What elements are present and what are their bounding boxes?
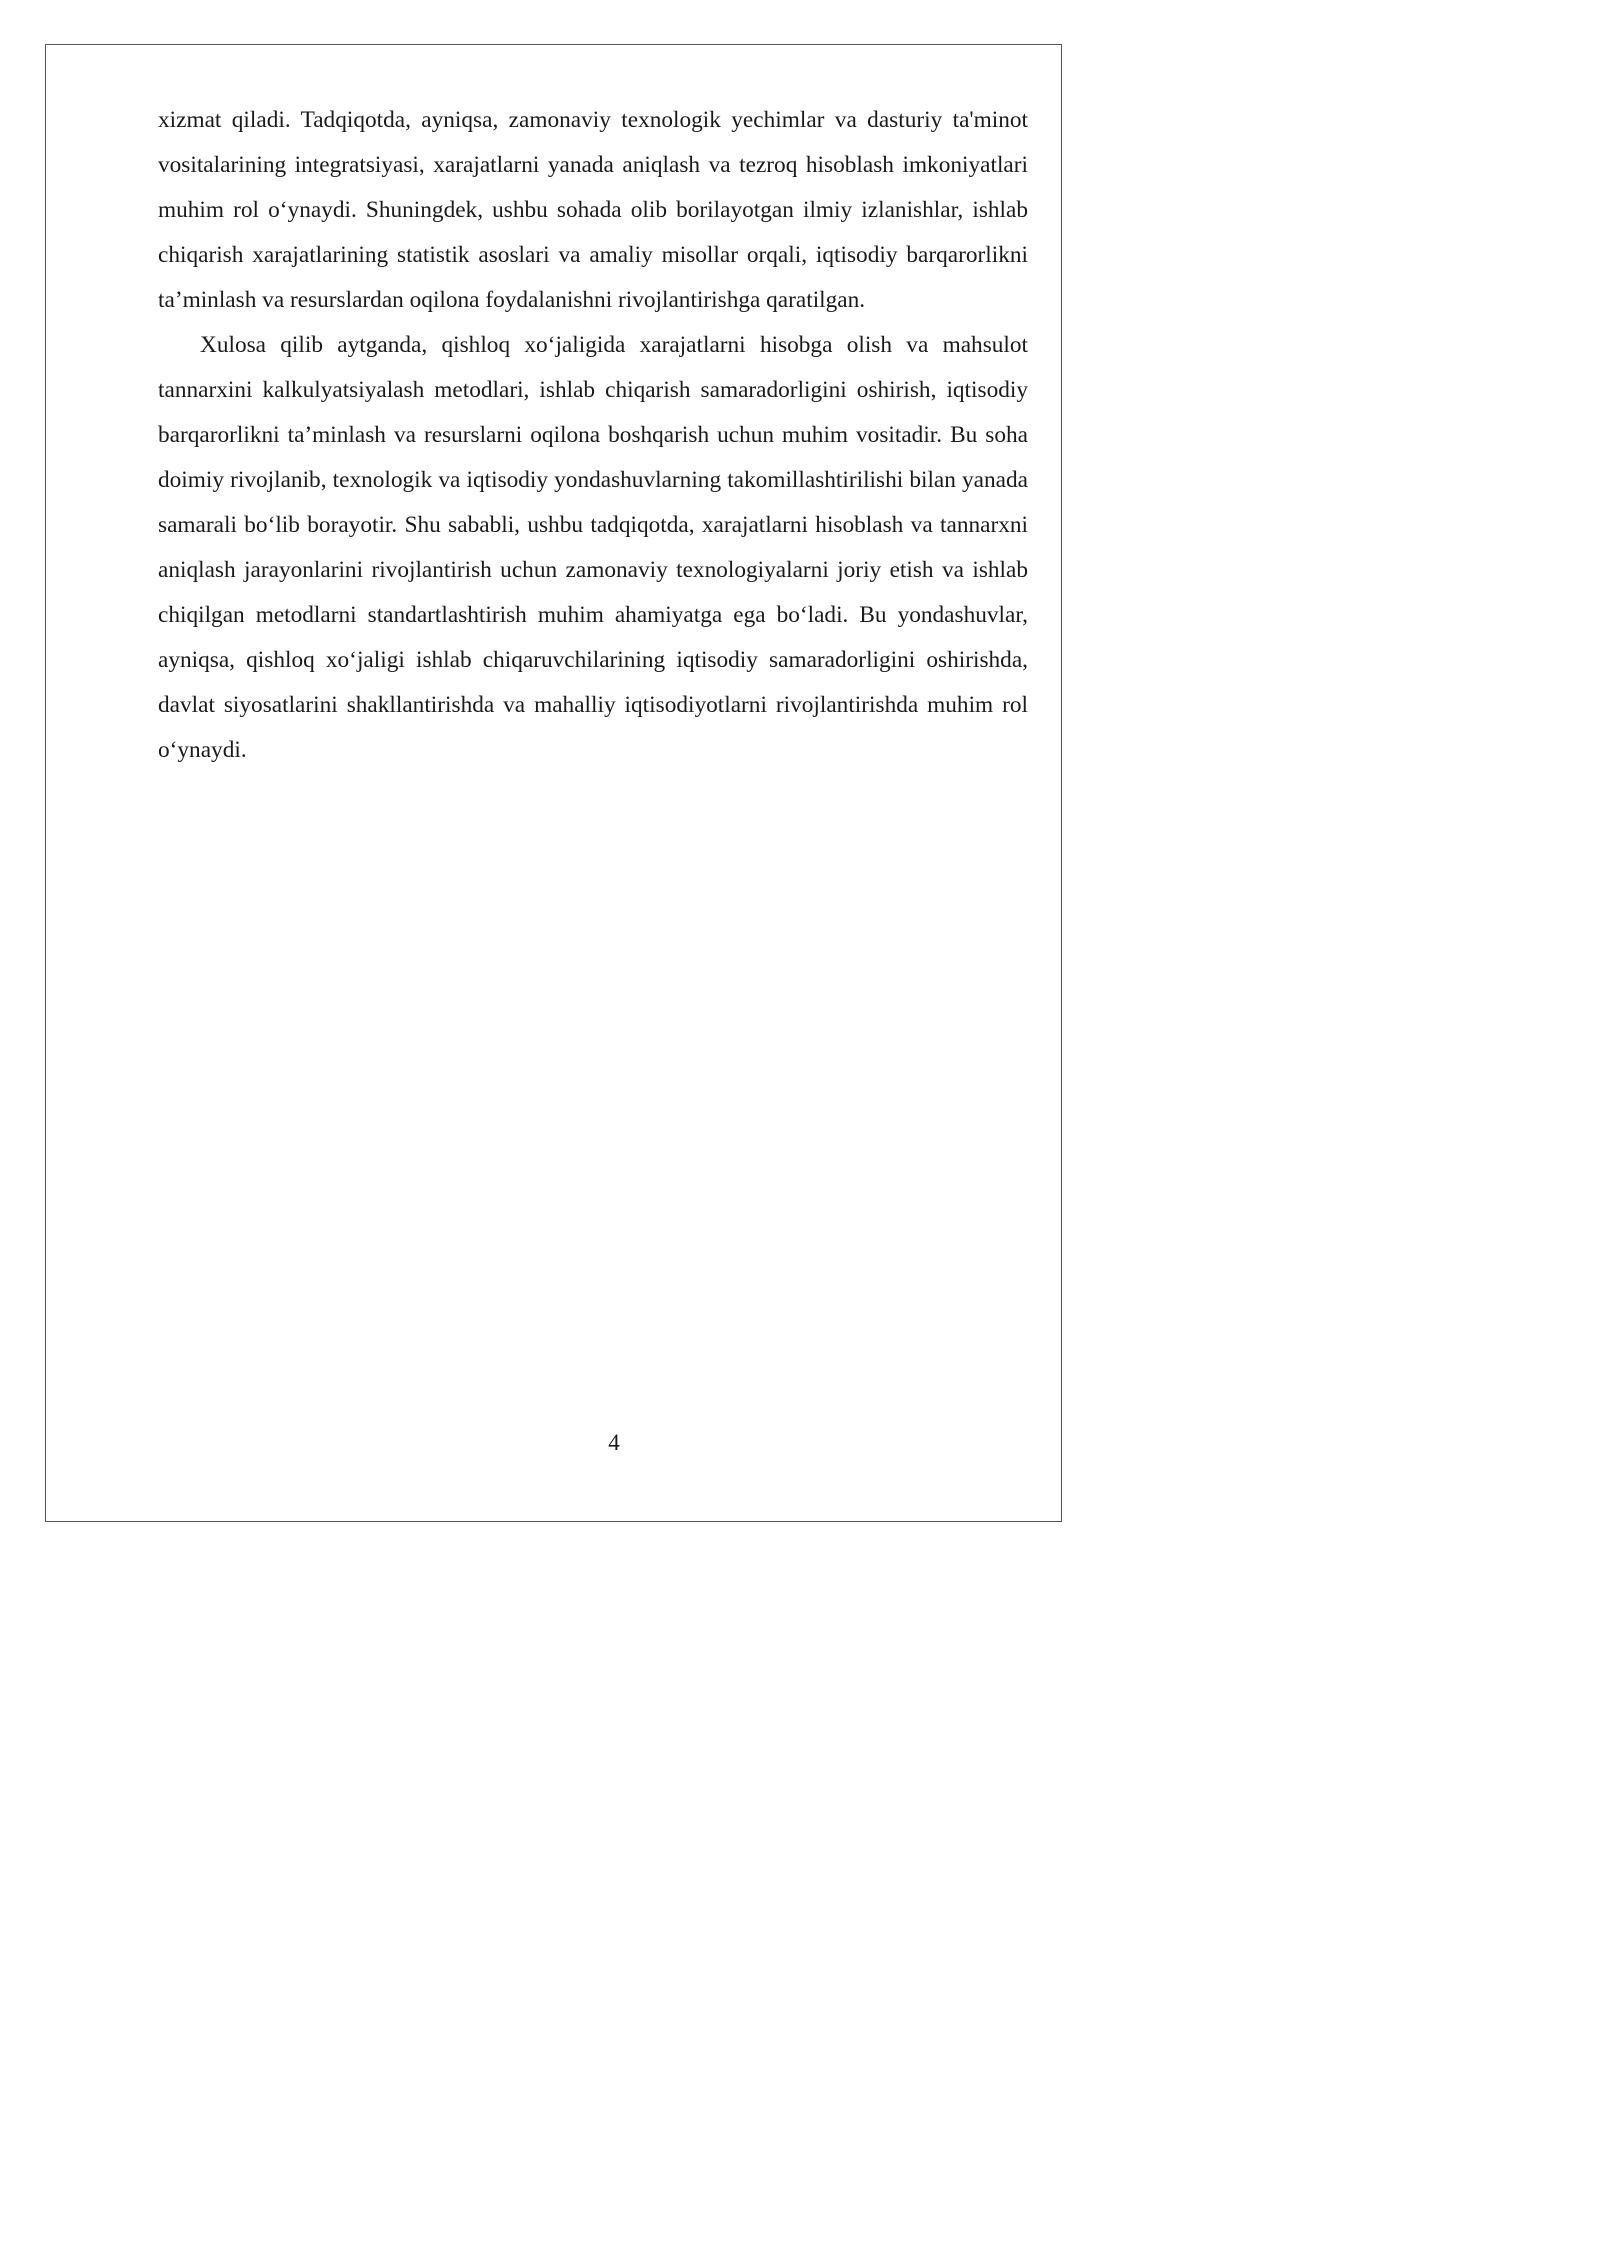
page-number: 4 bbox=[608, 1430, 620, 1455]
paragraph-conclusion: Xulosa qilib aytganda, qishloq xo‘jaligida xarajatlarni hisobga olish va mahsulot tannarxini kalkulyatsiyalash metodlari, ishlab chiqarish samaradorligini oshirish, iqtisodiy barqarorlikni ta’minlash va resurslarni oqilona boshqarish uchun muhim vositadir. Bu soha doimiy rivojlanib, texnologik va iqtisodiy yondashuvlarning takomillashtirilishi bilan yanada samarali bo‘lib borayotir. Shu sababli, ushbu tadqiqotda, xarajatlarni hisoblash va tannarxni aniqlash jarayonlarini rivojlantirish uchun zamonaviy texnologiyalarni joriy etish va ishlab chiqilgan metodlarni standartlashtirish muhim ahamiyatga ega bo‘ladi. Bu yondashuvlar, ayniqsa, qishloq xo‘jaligi ishlab chiqaruvchilarining iqtisodiy samaradorligini oshirishda, davlat siyosatlarini shakllantirishda va mahalliy iqtisodiyotlarni rivojlantirishda muhim rol o‘ynaydi. bbox=[158, 332, 1028, 763]
document-body bbox=[158, 98, 1028, 773]
paragraph-continuation: xizmat qiladi. Tadqiqotda, ayniqsa, zamonaviy texnologik yechimlar va dasturiy ta'minot vositalarining integratsiyasi, xarajatlarni yanada aniqlash va tezroq hisoblash imkoniyatlari muhim rol o‘ynaydi. Shuningdek, ushbu sohada olib borilayotgan ilmiy izlanishlar, ishlab chiqarish xarajatlarining statistik asoslari va amaliy misollar orqali, iqtisodiy barqarorlikni ta’minlash va resurslardan oqilona foydalanishni rivojlantirishga qaratilgan. bbox=[158, 107, 1028, 313]
